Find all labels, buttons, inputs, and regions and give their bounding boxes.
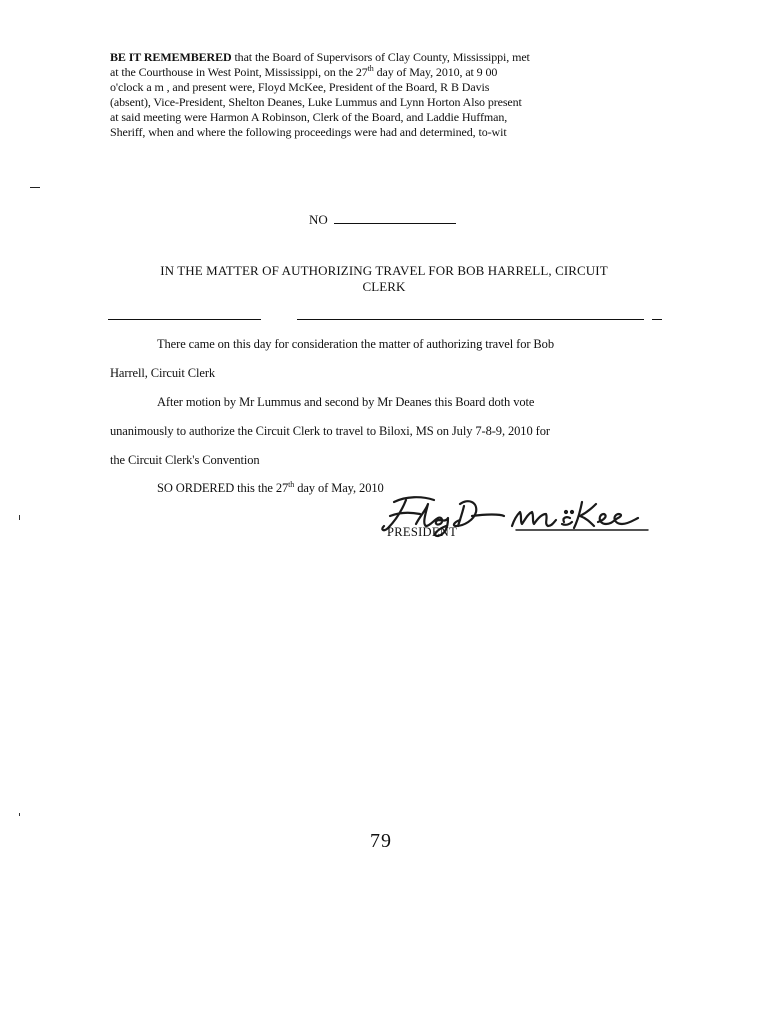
margin-dash-mark [30,187,40,188]
divider-rule [108,319,261,320]
body-paragraph-2-line-1: After motion by Mr Lummus and second by Mr Deanes this Board doth vote [157,395,535,409]
preamble-line-1 [110,50,658,65]
preamble-line-2 [110,65,658,80]
matter-title-line-2: CLERK [362,279,406,294]
preamble-line-1-text: that the Board of Supervisors of Clay County, Mississippi, met [231,50,530,64]
preamble-line-4: (absent), Vice-President, Shelton Deanes, Luke Lummus and Lynn Horton Also present [110,95,522,109]
preamble-paragraph [110,50,658,140]
order-number-blank [334,211,456,224]
body-paragraph-1-line-2: Harrell, Circuit Clerk [110,366,216,380]
preamble-line-5: at said meeting were Harmon A Robinson, Clerk of the Board, and Laddie Huffman, [110,110,508,124]
so-ordered-start: SO ORDERED this the 27 [157,481,289,495]
matter-title [110,263,658,295]
body-paragraph-1-line-1: There came on this day for consideration the matter of authorizing travel for Bob [157,337,554,351]
matter-title-line-1: IN THE MATTER OF AUTHORIZING TRAVEL FOR BOB HARRELL, CIRCUIT [160,263,608,278]
so-ordered-end: day of May, 2010 [294,481,384,495]
body-paragraph-2-line-3: the Circuit Clerk's Convention [110,453,260,467]
order-number-line [309,211,456,228]
order-number-label: NO [309,212,328,227]
preamble-line-2-start: at the Courthouse in West Point, Mississippi, on the 27 [110,65,368,79]
divider-rule [297,319,644,320]
preamble-line-6: Sheriff, when and where the following proceedings were had and determined, to-wit [110,125,507,139]
so-ordered-ordinal-suffix: th [288,479,295,489]
margin-tick-mark [19,813,20,816]
so-ordered-line [157,481,384,496]
page-number: 79 [370,830,392,852]
divider-rule [652,319,662,320]
preamble-ordinal-suffix: th [367,64,374,73]
margin-tick-mark [19,515,20,520]
preamble-lead: BE IT REMEMBERED [110,50,232,64]
preamble-line-2-end: day of May, 2010, at 9 00 [373,65,498,79]
body-paragraph-2-line-2: unanimously to authorize the Circuit Clerk to travel to Biloxi, MS on July 7-8-9, 2010 for [110,424,550,438]
signer-title: PRESIDENT [387,525,458,539]
preamble-line-3: o'clock a m , and present were, Floyd McKee, President of the Board, R B Davis [110,80,490,94]
